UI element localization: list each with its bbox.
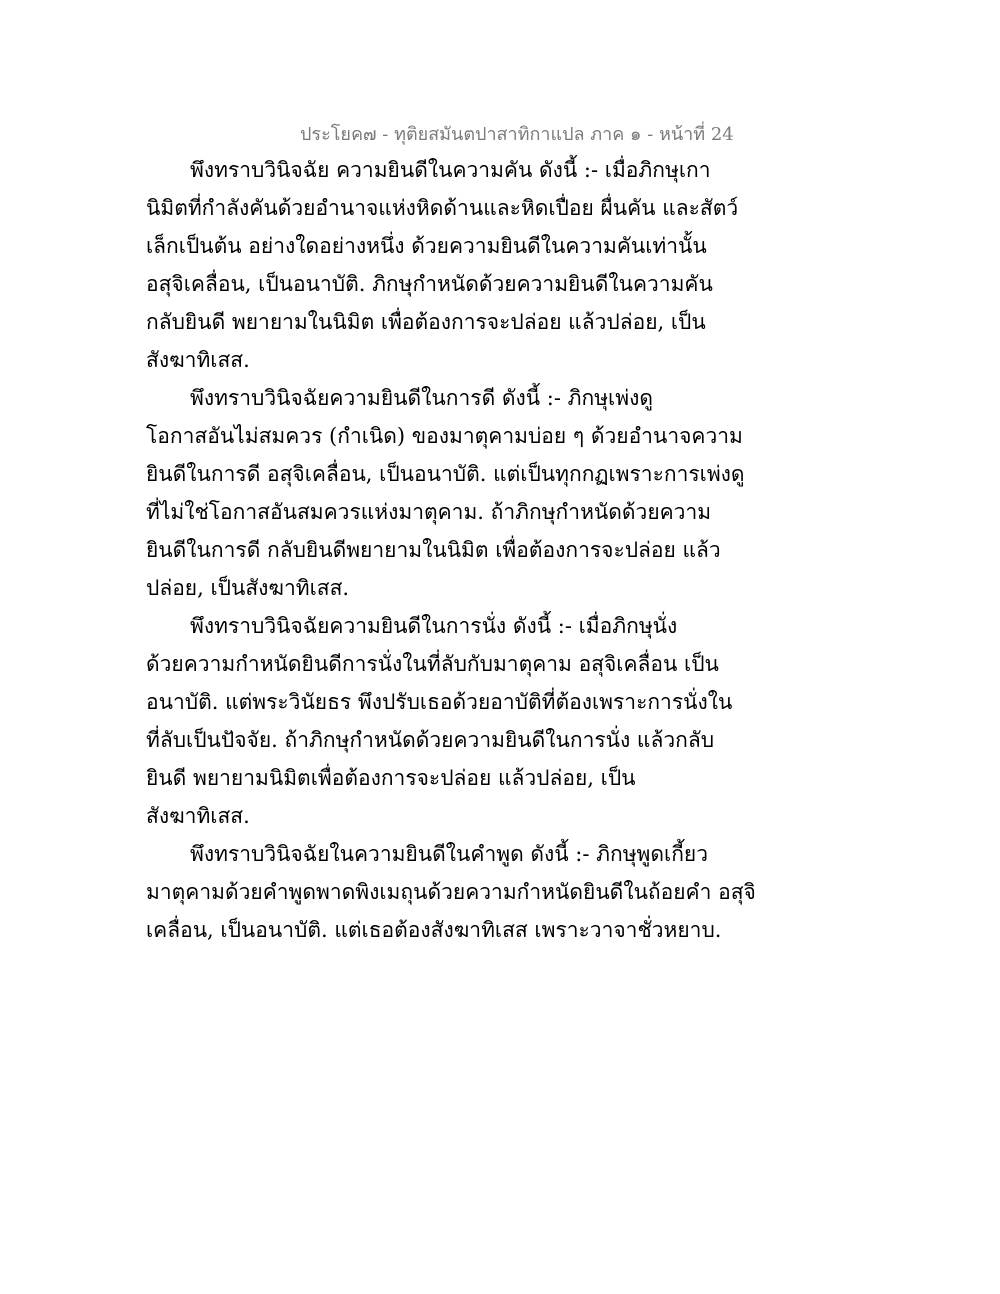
text-line: พึงทราบวินิจฉัยความยินดีในการดี ดังนี้ :- ภิกษุเพ่งดู (190, 386, 653, 410)
text-line: ที่ลับเป็นปัจจัย. ถ้าภิกษุกำหนัดด้วยความยินดีในการนั่ง แล้วกลับ (146, 728, 715, 752)
text-line: มาตุคามด้วยคำพูดพาดพิงเมถุนด้วยความกำหนัดยินดีในถ้อยคำ อสุจิ (146, 880, 756, 904)
paragraph-4 (146, 835, 756, 949)
text-line: สังฆาทิเสส. (146, 804, 250, 828)
page-header: ประโยค๗ - ทุติยสมันตปาสาทิกาแปล ภาค ๑ - หน้าที่ 24 (300, 124, 734, 145)
text-line: สังฆาทิเสส. (146, 348, 250, 372)
text-line: ที่ไม่ใช่โอกาสอันสมควรแห่งมาตุคาม. ถ้าภิกษุกำหนัดด้วยความ (146, 500, 712, 524)
paragraph-2 (146, 379, 745, 607)
text-line: อนาบัติ. แต่พระวินัยธร พึงปรับเธอด้วยอาบัติที่ต้องเพราะการนั่งใน (146, 690, 733, 714)
text-line: ยินดีในการดี กลับยินดีพยายามในนิมิต เพื่อต้องการจะปล่อย แล้ว (146, 538, 721, 562)
text-line: ยินดีในการดี อสุจิเคลื่อน, เป็นอนาบัติ. แต่เป็นทุกกฏเพราะการเพ่งดู (146, 462, 745, 486)
text-line: อสุจิเคลื่อน, เป็นอนาบัติ. ภิกษุกำหนัดด้วยความยินดีในความคัน (146, 272, 713, 296)
text-line: กลับยินดี พยายามในนิมิต เพื่อต้องการจะปล่อย แล้วปล่อย, เป็น (146, 310, 706, 334)
paragraph-1 (146, 151, 739, 379)
text-line: ด้วยความกำหนัดยินดีการนั่งในที่ลับกับมาตุคาม อสุจิเคลื่อน เป็น (146, 652, 719, 676)
text-line: ปล่อย, เป็นสังฆาทิเสส. (146, 576, 350, 600)
text-line: โอกาสอันไม่สมควร (กำเนิด) ของมาตุคามบ่อย ๆ ด้วยอำนาจความ (146, 424, 743, 448)
text-line: พึงทราบวินิจฉัย ความยินดีในความคัน ดังนี้ :- เมื่อภิกษุเกา (190, 158, 711, 182)
text-line: เล็กเป็นต้น อย่างใดอย่างหนึ่ง ด้วยความยินดีในความคันเท่านั้น (146, 234, 707, 258)
text-line: พึงทราบวินิจฉัยความยินดีในการนั่ง ดังนี้ :- เมื่อภิกษุนั่ง (190, 614, 678, 638)
text-line: เคลื่อน, เป็นอนาบัติ. แต่เธอต้องสังฆาทิเสส เพราะวาจาชั่วหยาบ. (146, 918, 722, 942)
paragraph-3 (146, 607, 733, 835)
text-line: พึงทราบวินิจฉัยในความยินดีในคำพูด ดังนี้ :- ภิกษุพูดเกี้ยว (190, 842, 709, 866)
text-line: ยินดี พยายามนิมิตเพื่อต้องการจะปล่อย แล้วปล่อย, เป็น (146, 766, 636, 790)
text-line: นิมิตที่กำลังคันด้วยอำนาจแห่งหิดด้านและหิดเปื่อย ผื่นคัน และสัตว์ (146, 196, 739, 220)
body-text (146, 151, 756, 949)
